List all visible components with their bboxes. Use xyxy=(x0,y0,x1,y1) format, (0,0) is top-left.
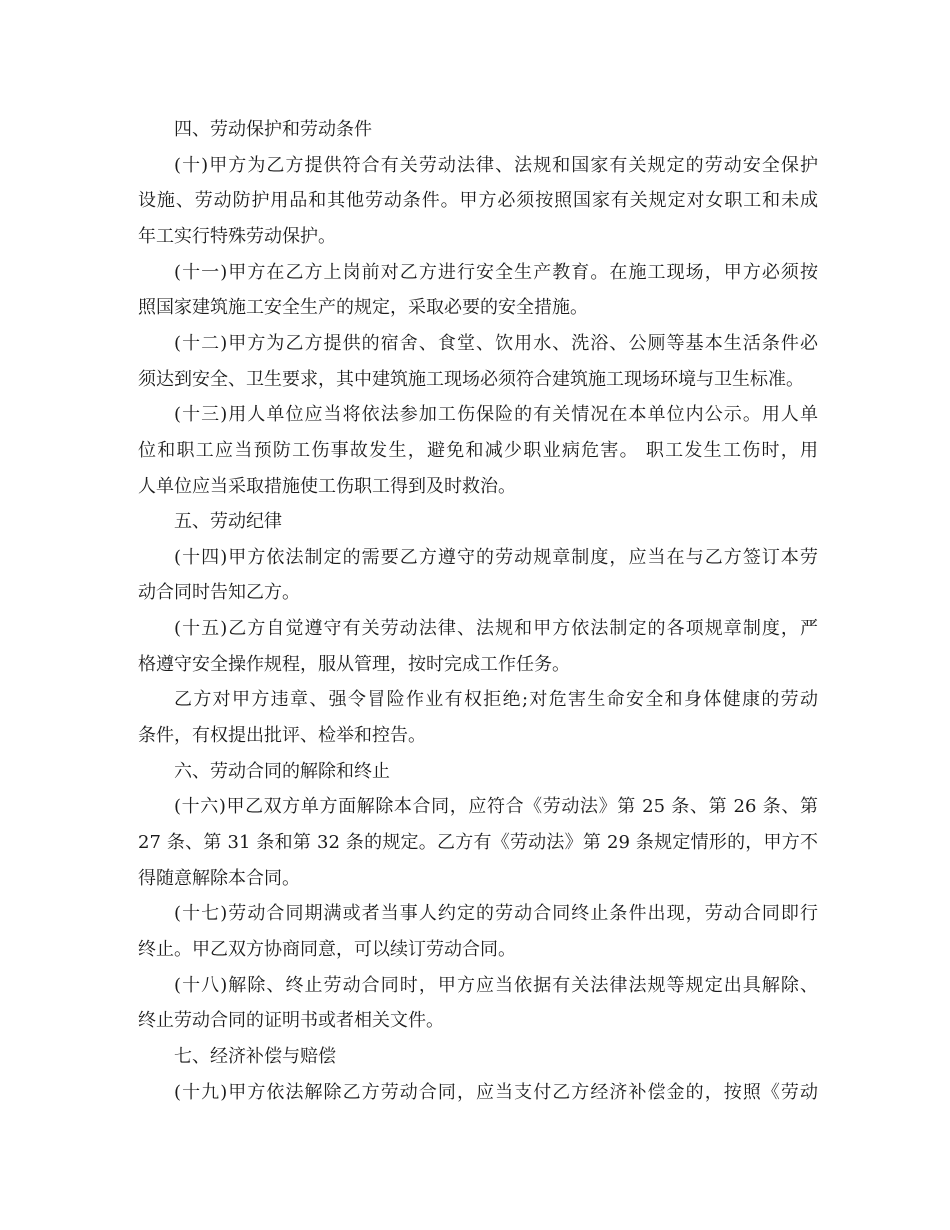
text-line: 位和职工应当预防工伤事故发生，避免和减少职业病危害。 职工发生工伤时，用 xyxy=(138,439,818,461)
text-line: (十五)乙方自觉遵守有关劳动法律、法规和甲方依法制定的各项规章制度，严 xyxy=(174,618,818,640)
text-line: 人单位应当采取措施使工伤职工得到及时救治。 xyxy=(138,475,516,497)
text-line: 27 条、第 31 条和第 32 条的规定。乙方有《劳动法》第 29 条规定情形的，甲方不 xyxy=(138,832,818,853)
text-line: 七、经济补偿与赔偿 xyxy=(174,1045,336,1067)
text-line: (十二)甲方为乙方提供的宿舍、食堂、饮用水、洗浴、公厕等基本生活条件必 xyxy=(174,332,818,354)
text-line: 照国家建筑施工安全生产的规定，采取必要的安全措施。 xyxy=(138,297,588,319)
text-line: (十四)甲方依法制定的需要乙方遵守的劳动规章制度，应当在与乙方签订本劳 xyxy=(174,546,818,568)
text-line: (十六)甲乙双方单方面解除本合同，应符合《劳动法》第 25 条、第 26 条、第 xyxy=(174,796,818,818)
text-line: (十一)甲方在乙方上岗前对乙方进行安全生产教育。在施工现场，甲方必须按 xyxy=(174,261,818,283)
text-line: 终止。甲乙双方协商同意，可以续订劳动合同。 xyxy=(138,938,516,960)
text-line: (十三)用人单位应当将依法参加工伤保险的有关情况在本单位内公示。用人单 xyxy=(174,404,818,426)
text-line: 四、劳动保护和劳动条件 xyxy=(174,119,372,140)
text-line: (十八)解除、终止劳动合同时，甲方应当依据有关法律法规等规定出具解除、 xyxy=(174,974,818,996)
text-line: 动合同时告知乙方。 xyxy=(138,582,300,604)
text-line: (十)甲方为乙方提供符合有关劳动法律、法规和国家有关规定的劳动安全保护 xyxy=(174,154,818,176)
text-line: 年工实行特殊劳动保护。 xyxy=(138,225,336,247)
text-line: 格遵守安全操作规程，服从管理，按时完成工作任务。 xyxy=(138,653,570,675)
text-line: 条件，有权提出批评、检举和控告。 xyxy=(138,725,426,747)
text-line: 须达到安全、卫生要求，其中建筑施工现场必须符合建筑施工现场环境与卫生标准。 xyxy=(138,368,804,390)
text-line: 终止劳动合同的证明书或者相关文件。 xyxy=(138,1010,444,1032)
text-line: 乙方对甲方违章、强令冒险作业有权拒绝;对危害生命安全和身体健康的劳动 xyxy=(174,689,818,711)
text-line: (十九)甲方依法解除乙方劳动合同，应当支付乙方经济补偿金的，按照《劳动 xyxy=(174,1081,818,1103)
text-line: 六、劳动合同的解除和终止 xyxy=(174,760,390,782)
text-line: 五、劳动纪律 xyxy=(174,511,282,533)
text-line: 设施、劳动防护用品和其他劳动条件。甲方必须按照国家有关规定对女职工和未成 xyxy=(138,190,818,212)
text-line: (十七)劳动合同期满或者当事人约定的劳动合同终止条件出现，劳动合同即行 xyxy=(174,903,818,925)
text-line: 得随意解除本合同。 xyxy=(138,867,300,889)
